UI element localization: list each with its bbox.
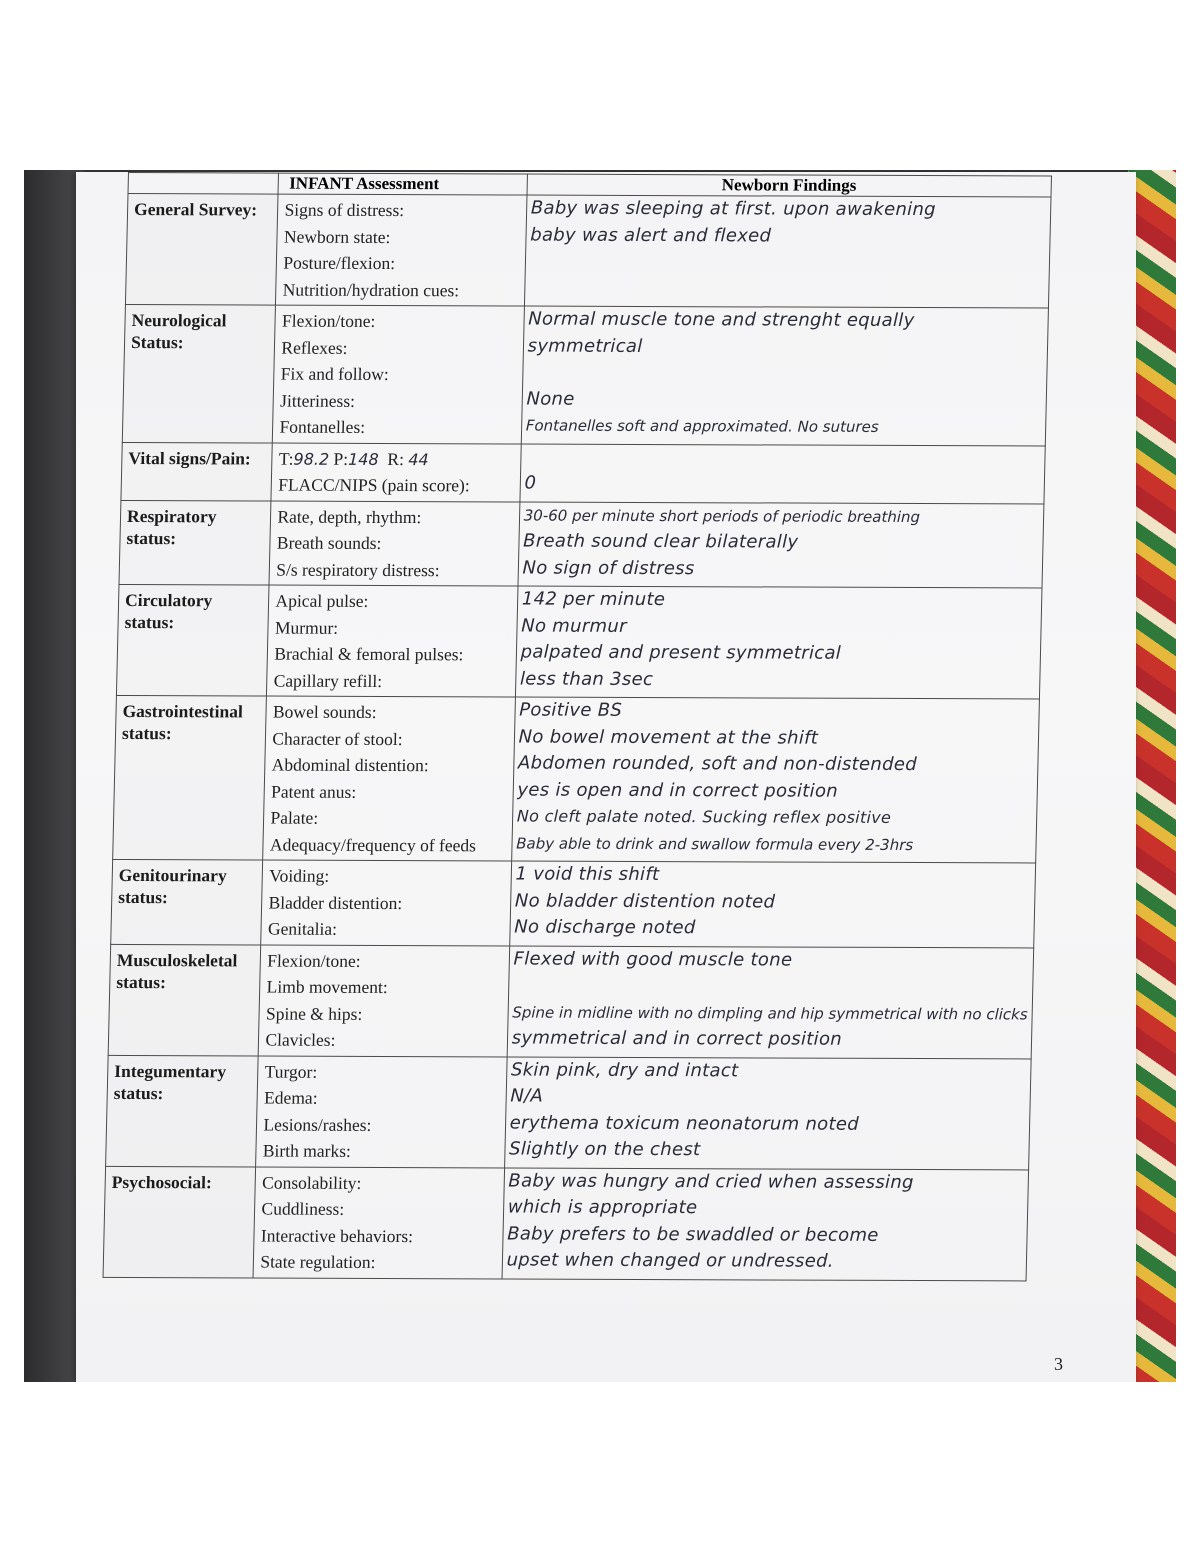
finding-text: Baby prefers to be swaddled or become [506, 1222, 879, 1246]
section-neurological [122, 304, 1048, 445]
vital-value-p: 148 [347, 449, 379, 469]
section-genitourinary [111, 859, 1036, 947]
section-integumentary [106, 1055, 1032, 1170]
item-label: Patent anus: [270, 781, 357, 802]
item-label: Voiding: [269, 865, 330, 886]
finding-text: Breath sound clear bilaterally [522, 530, 799, 553]
findings-list [518, 502, 1044, 589]
findings-list [521, 306, 1049, 446]
item-label: Flexion/tone: [281, 310, 376, 331]
finding-text: 30-60 per minute short periods of periodic breathing [523, 506, 921, 526]
findings-list [524, 195, 1051, 308]
item-label: Murmur: [274, 617, 339, 638]
item-label: Birth marks: [262, 1140, 352, 1161]
photo-background [24, 170, 1176, 1382]
item-label: Posture/flexion: [283, 252, 396, 274]
section-musculoskeletal [108, 944, 1034, 1059]
assessment-table [103, 172, 1052, 1281]
category-label: Neurological Status: [122, 304, 276, 442]
category-label: Genitourinary status: [111, 859, 263, 944]
item-label: Consolability: [261, 1172, 362, 1193]
category-label: Musculoskeletal status: [108, 944, 261, 1056]
category-label: Integumentary status: [106, 1055, 259, 1167]
finding-text: No murmur [520, 615, 628, 637]
item-label: Adequacy/frequency of feeds [269, 834, 477, 855]
category-label: Vital signs/Pain: [121, 442, 273, 501]
item-label: Fontanelles: [279, 416, 366, 437]
finding-text: Normal muscle tone and strenght equally [528, 308, 915, 332]
item-label: State regulation: [260, 1251, 376, 1272]
vital-label-t: T: [278, 448, 294, 469]
category-label: General Survey: [125, 194, 278, 306]
finding-text: Baby able to drink and swallow formula every 2-3hrs [516, 833, 914, 854]
header-findings: Newborn Findings [527, 174, 1052, 197]
finding-text: No bowel movement at the shift [518, 726, 819, 749]
finding-text: Baby was sleeping at first. upon awakening [530, 197, 937, 221]
category-label: Respiratory status: [119, 500, 271, 585]
item-list [263, 696, 515, 861]
finding-text: N/A [510, 1085, 544, 1107]
item-list [259, 945, 510, 1057]
findings-list [511, 697, 1039, 863]
finding-text [529, 249, 1045, 277]
finding-text [513, 972, 1029, 1000]
item-label: Abdominal distention: [271, 754, 430, 776]
category-label: Psychosocial: [103, 1166, 256, 1278]
item-label: Lesions/rashes: [263, 1114, 372, 1135]
vital-label-r: R: [387, 448, 405, 469]
item-list [253, 1166, 504, 1278]
item-label: Bowel sounds: [272, 701, 377, 722]
item-list [271, 443, 521, 502]
finding-text: Positive BS [519, 699, 623, 721]
item-label: Bladder distention: [268, 892, 403, 913]
paper-sheet [76, 172, 1136, 1382]
item-label: Turgor: [264, 1061, 318, 1082]
item-label: Fix and follow: [280, 363, 389, 385]
finding-text: No discharge noted [514, 916, 696, 939]
item-label: Jitteriness: [279, 390, 356, 411]
item-list [256, 1056, 507, 1168]
finding-text: symmetrical [527, 335, 643, 357]
section-circulatory [116, 584, 1042, 699]
section-vital-signs [121, 442, 1045, 504]
finding-text: Spine in midline with no dimpling and hip symmetrical with no clicks [512, 1002, 1028, 1023]
vital-label-p: P: [333, 448, 349, 469]
item-label: Edema: [263, 1087, 318, 1108]
finding-text: erythema toxicum neonatorum noted [509, 1111, 860, 1135]
finding-text: None [526, 388, 575, 410]
finding-text: Slightly on the chest [508, 1138, 701, 1161]
item-label: Rate, depth, rhythm: [277, 506, 422, 527]
finding-text: Flexed with good muscle tone [513, 947, 793, 971]
item-list [273, 305, 524, 443]
finding-text: Baby was hungry and cried when assessing [508, 1169, 915, 1193]
item-label: FLACC/NIPS (pain score): [278, 474, 471, 496]
finding-text: 1 void this shift [515, 863, 660, 886]
item-label: Newborn state: [283, 226, 391, 247]
item-label: Clavicles: [265, 1029, 336, 1050]
item-label: Limb movement: [266, 976, 388, 998]
item-list [276, 194, 527, 306]
item-list [267, 585, 518, 697]
finding-text: yes is open and in correct position [517, 779, 839, 802]
page-number: 3 [1054, 1354, 1063, 1374]
finding-text: upset when changed or undressed. [506, 1249, 835, 1272]
section-psychosocial [103, 1166, 1029, 1281]
item-label: Character of stool: [272, 728, 403, 749]
item-label: Nutrition/hydration cues: [282, 279, 460, 300]
findings-list [515, 586, 1042, 699]
finding-text: palpated and present symmetrical [520, 641, 842, 664]
finding-text [525, 444, 1041, 472]
item-label: Palate: [270, 807, 319, 828]
item-label: Interactive behaviors: [260, 1225, 414, 1246]
finding-text: 0 [524, 472, 537, 494]
item-label: Flexion/tone: [267, 950, 361, 971]
vital-value-t: 98.2 [293, 449, 330, 469]
findings-list [520, 444, 1046, 504]
item-list [261, 860, 511, 945]
finding-text [527, 360, 1043, 388]
findings-list [502, 1167, 1029, 1280]
item-label: Spine & hips: [265, 1003, 363, 1024]
finding-text: symmetrical and in correct position [511, 1027, 843, 1050]
item-label: Breath sounds: [276, 532, 382, 553]
finding-text: Abdomen rounded, soft and non-distended [517, 752, 918, 776]
header-assessment: INFANT Assessment [278, 173, 527, 195]
vitals-line [279, 445, 515, 472]
item-label: S/s respiratory distress: [276, 559, 440, 580]
item-label: Genitalia: [267, 918, 338, 939]
item-label: Apical pulse: [275, 590, 369, 611]
finding-text: baby was alert and flexed [529, 224, 772, 246]
finding-text: less than 3sec [519, 668, 654, 690]
finding-text: No sign of distress [522, 557, 695, 579]
finding-text: which is appropriate [507, 1196, 698, 1219]
category-label: Circulatory status: [116, 584, 269, 696]
finding-text: No bladder distention noted [514, 889, 776, 912]
findings-list [509, 861, 1035, 948]
finding-text: Skin pink, dry and intact [510, 1058, 739, 1081]
finding-text [529, 275, 1045, 303]
finding-text: No cleft palate noted. Sucking reflex positive [516, 806, 892, 827]
vital-value-r: 44 [408, 449, 429, 469]
item-label: Reflexes: [281, 337, 348, 358]
item-label: Brachial & femoral pulses: [274, 643, 464, 665]
item-label: Capillary refill: [273, 670, 383, 691]
section-respiratory [119, 500, 1044, 588]
finding-text: 142 per minute [521, 588, 666, 611]
section-gastrointestinal [113, 695, 1040, 863]
table-surface [24, 170, 84, 1382]
findings-list [504, 1056, 1031, 1169]
item-label: Cuddliness: [261, 1198, 345, 1219]
category-label: Gastrointestinal status: [113, 695, 267, 860]
item-list [269, 501, 519, 586]
findings-list [507, 945, 1034, 1058]
finding-text: Fontanelles soft and approximated. No sutures [525, 416, 879, 436]
item-label: Signs of distress: [284, 199, 405, 221]
section-general-survey [125, 194, 1051, 309]
header-blank [128, 173, 279, 195]
